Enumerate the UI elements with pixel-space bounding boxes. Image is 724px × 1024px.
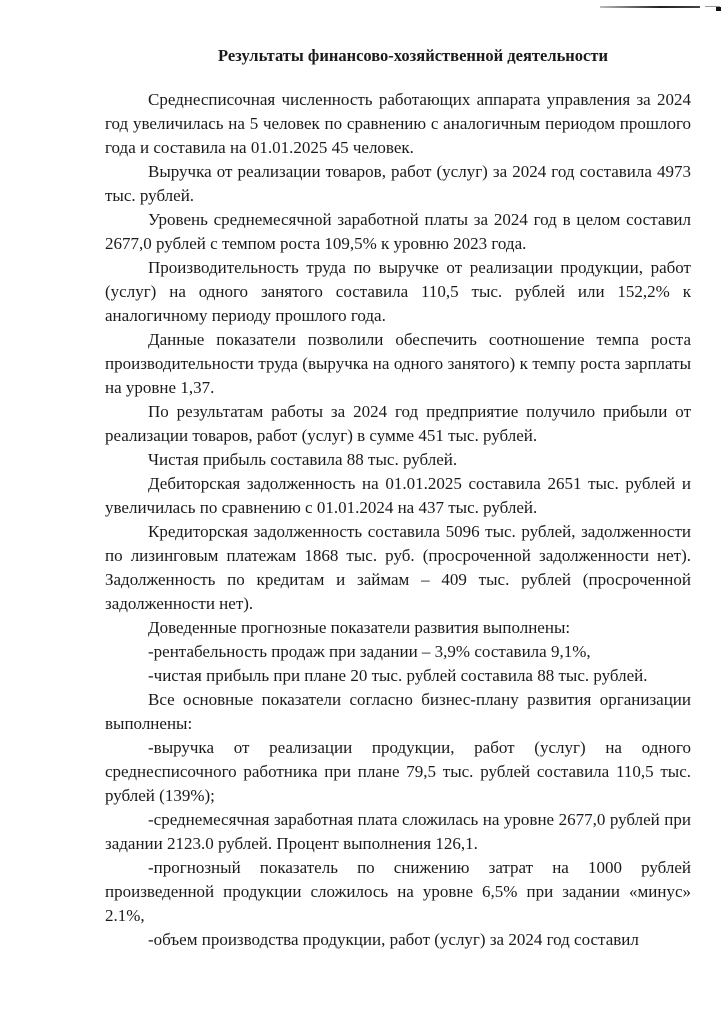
paragraph-productivity: Производительность труда по выручке от реализации продукции, работ (услуг) на одного занятого составила 110,5 тыс. рублей или 152,2% к аналогичному периоду прошлого года. — [105, 258, 691, 325]
paragraph-profit: По результатам работы за 2024 год предприятие получило прибыли от реализации товаров, работ (услуг) в сумме 451 тыс. рублей. — [105, 402, 691, 445]
scan-artifact-mark — [716, 7, 721, 11]
list-item-revenue-per-employee: -выручка от реализации продукции, работ (услуг) на одного среднесписочного работника при плане 79,5 тыс. рублей составила 110,5 тыс. рублей (139%); — [105, 738, 691, 805]
paragraph-forecast-intro: Доведенные прогнозные показатели развития выполнены: — [148, 618, 571, 637]
document-title: Результаты финансово-хозяйственной деятельности — [218, 46, 608, 65]
list-item-profitability: -рентабельность продаж при задании – 3,9% составила 9,1%, — [148, 642, 591, 661]
paragraph-business-plan: Все основные показатели согласно бизнес-плану развития организации выполнены: — [105, 690, 691, 733]
list-item-avg-salary: -среднемесячная заработная плата сложилась на уровне 2677,0 рублей при задании 2123.0 рублей. Процент выполнения 126,1. — [105, 810, 691, 853]
scan-artifact-line — [600, 6, 700, 8]
list-item-net-profit: -чистая прибыль при плане 20 тыс. рублей составила 88 тыс. рублей. — [148, 666, 648, 685]
paragraph-salary: Уровень среднемесячной заработной платы за 2024 год в целом составил 2677,0 рублей с темпом роста 109,5% к уровню 2023 года. — [105, 210, 691, 253]
paragraph-headcount: Среднесписочная численность работающих аппарата управления за 2024 год увеличилась на 5 человек по сравнению с аналогичным периодом прошлого года и составила на 01.01.2025 45 человек. — [105, 90, 691, 157]
paragraph-revenue: Выручка от реализации товаров, работ (услуг) за 2024 год составила 4973 тыс. рублей. — [105, 162, 691, 205]
paragraph-payables: Кредиторская задолженность составила 5096 тыс. рублей, задолженности по лизинговым платежам 1868 тыс. руб. (просроченной задолженности нет). Задолженность по кредитам и займам – 409 тыс. рублей (просроченной задолженности нет). — [105, 522, 691, 613]
paragraph-receivables: Дебиторская задолженность на 01.01.2025 составила 2651 тыс. рублей и увеличилась по сравнению с 01.01.2024 на 437 тыс. рублей. — [105, 474, 691, 517]
document-page — [105, 44, 691, 952]
paragraph-net-profit: Чистая прибыль составила 88 тыс. рублей. — [148, 450, 458, 469]
list-item-production-volume: -объем производства продукции, работ (услуг) за 2024 год составил — [148, 930, 639, 949]
paragraph-ratio: Данные показатели позволили обеспечить соотношение темпа роста производительности труда (выручка на одного занятого) к темпу роста зарплаты на уровне 1,37. — [105, 330, 691, 397]
list-item-cost-reduction: -прогнозный показатель по снижению затрат на 1000 рублей произведенной продукции сложилось на уровне 6,5% при задании «минус» 2.1%, — [105, 858, 691, 925]
